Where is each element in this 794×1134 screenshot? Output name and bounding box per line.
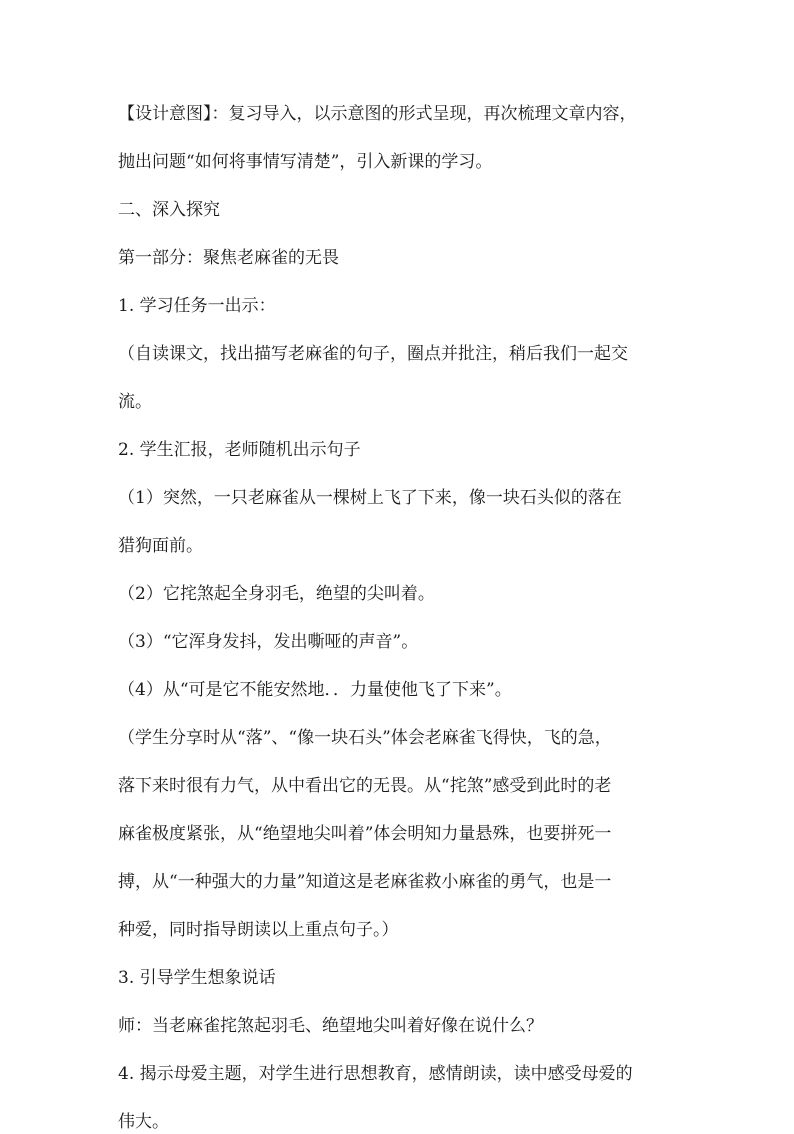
section-heading: 二、深入探究	[118, 200, 220, 220]
sentence-2: （2）它挓煞起全身羽毛，绝望的尖叫着。	[118, 584, 435, 604]
share-note-line-3: 麻雀极度紧张，从“绝望地尖叫着”体会明知力量悬殊，也要拼死一	[118, 824, 612, 844]
sentence-3: （3）“它浑身发抖，发出嘶哑的声音”。	[118, 632, 419, 652]
task-instruction-line-1: （自读课文，找出描写老麻雀的句子，圈点并批注，稍后我们一起交	[118, 344, 628, 364]
task-item-4-line-1: 4. 揭示母爱主题，对学生进行思想教育，感情朗读，读中感受母爱的	[118, 1064, 633, 1084]
share-note-line-5: 种爱，同时指导朗读以上重点句子。）	[118, 920, 399, 940]
part-heading: 第一部分：聚焦老麻雀的无畏	[118, 248, 339, 268]
task-item-1: 1. 学习任务一出示：	[118, 296, 276, 316]
share-note-line-4: 搏，从“一种强大的力量”知道这是老麻雀救小麻雀的勇气，也是一	[118, 872, 612, 892]
design-intent-line-1: 【设计意图】：复习导入，以示意图的形式呈现，再次梳理文章内容，	[118, 104, 637, 124]
sentence-4: （4）从“可是它不能安然地．．力量使他飞了下来”。	[118, 680, 512, 700]
design-intent-line-2: 抛出问题“如何将事情写清楚”，引入新课的学习。	[118, 152, 493, 172]
teacher-question: 师：当老麻雀挓煞起羽毛、绝望地尖叫着好像在说什么？	[118, 1016, 543, 1036]
task-item-2: 2. 学生汇报，老师随机出示句子	[118, 440, 361, 460]
share-note-line-1: （学生分享时从“落”、“像一块石头”体会老麻雀飞得快，飞的急，	[118, 728, 612, 748]
sentence-1-line-2: 猎狗面前。	[118, 536, 203, 556]
task-item-3: 3. 引导学生想象说话	[118, 968, 276, 988]
task-instruction-line-2: 流。	[118, 392, 152, 412]
task-item-4-line-2: 伟大。	[118, 1112, 169, 1132]
sentence-1-line-1: （1）突然，一只老麻雀从一棵树上飞了下来，像一块石头似的落在	[118, 488, 622, 508]
share-note-line-2: 落下来时很有力气，从中看出它的无畏。从“挓煞”感受到此时的老	[118, 776, 612, 796]
